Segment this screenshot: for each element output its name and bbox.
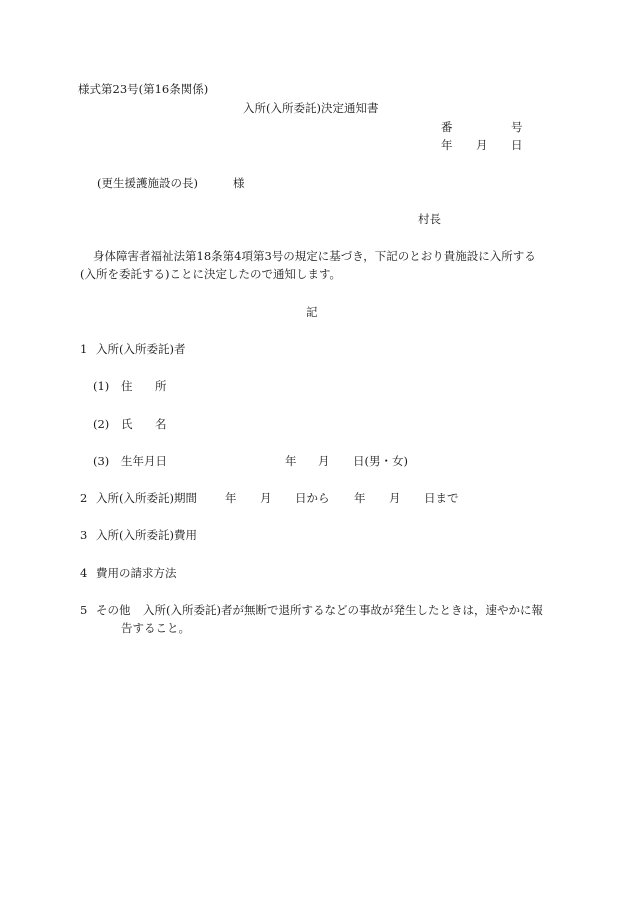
form-number: 様式第23号(第16条関係) xyxy=(78,82,209,96)
item2-month-to: 月 xyxy=(389,491,401,505)
sub3-year: 年 xyxy=(285,454,297,468)
item2-year-to: 年 xyxy=(354,491,366,505)
sub2-label-b: 名 xyxy=(155,417,167,431)
addressee-name: (更生援護施設の長) xyxy=(97,176,198,190)
ki-heading: 記 xyxy=(306,305,318,319)
item5-label: その他 xyxy=(96,603,131,617)
item2-number: 2 xyxy=(80,491,88,505)
sub2-number: (2) xyxy=(93,417,110,431)
sub1-label-a: 住 xyxy=(121,379,133,393)
item2-year-from: 年 xyxy=(225,491,237,505)
sub3-month: 月 xyxy=(318,454,330,468)
body-line-1: 身体障害者福祉法第18条第4項第3号の規定に基づき，下記のとおり貴施設に入所する xyxy=(93,249,536,263)
sub3-label: 生年月日 xyxy=(121,454,167,468)
sub3-day-gender: 日(男・女) xyxy=(353,454,408,468)
number-ban-label: 番 xyxy=(441,120,453,134)
sub1-number: (1) xyxy=(93,379,110,393)
document-title: 入所(入所委託)決定通知書 xyxy=(243,101,379,115)
item1-label: 入所(入所委託)者 xyxy=(96,342,186,356)
item3-number: 3 xyxy=(80,528,88,542)
item3-label: 入所(入所委託)費用 xyxy=(96,528,197,542)
date-day-label: 日 xyxy=(511,138,523,152)
number-go-label: 号 xyxy=(511,120,523,134)
sender: 村長 xyxy=(418,212,441,226)
item5-text-line-1: 入所(入所委託)者が無断で退所するなどの事故が発生したときは，速やかに報 xyxy=(143,603,543,617)
item2-day-from: 日から xyxy=(295,491,330,505)
item2-label: 入所(入所委託)期間 xyxy=(96,491,197,505)
item5-text-line-2: 告すること。 xyxy=(121,621,190,635)
date-year-label: 年 xyxy=(441,138,453,152)
sub3-number: (3) xyxy=(93,454,110,468)
date-month-label: 月 xyxy=(476,138,488,152)
addressee-honorific: 様 xyxy=(233,176,245,190)
item2-month-from: 月 xyxy=(260,491,272,505)
item1-number: 1 xyxy=(80,342,88,356)
item4-label: 費用の請求方法 xyxy=(96,566,177,580)
sub1-label-b: 所 xyxy=(155,379,167,393)
sub2-label-a: 氏 xyxy=(121,417,133,431)
item4-number: 4 xyxy=(80,566,88,580)
item2-day-to: 日まで xyxy=(424,491,459,505)
item5-number: 5 xyxy=(80,603,88,617)
body-line-2: (入所を委託する)ことに決定したので通知します。 xyxy=(80,267,342,281)
